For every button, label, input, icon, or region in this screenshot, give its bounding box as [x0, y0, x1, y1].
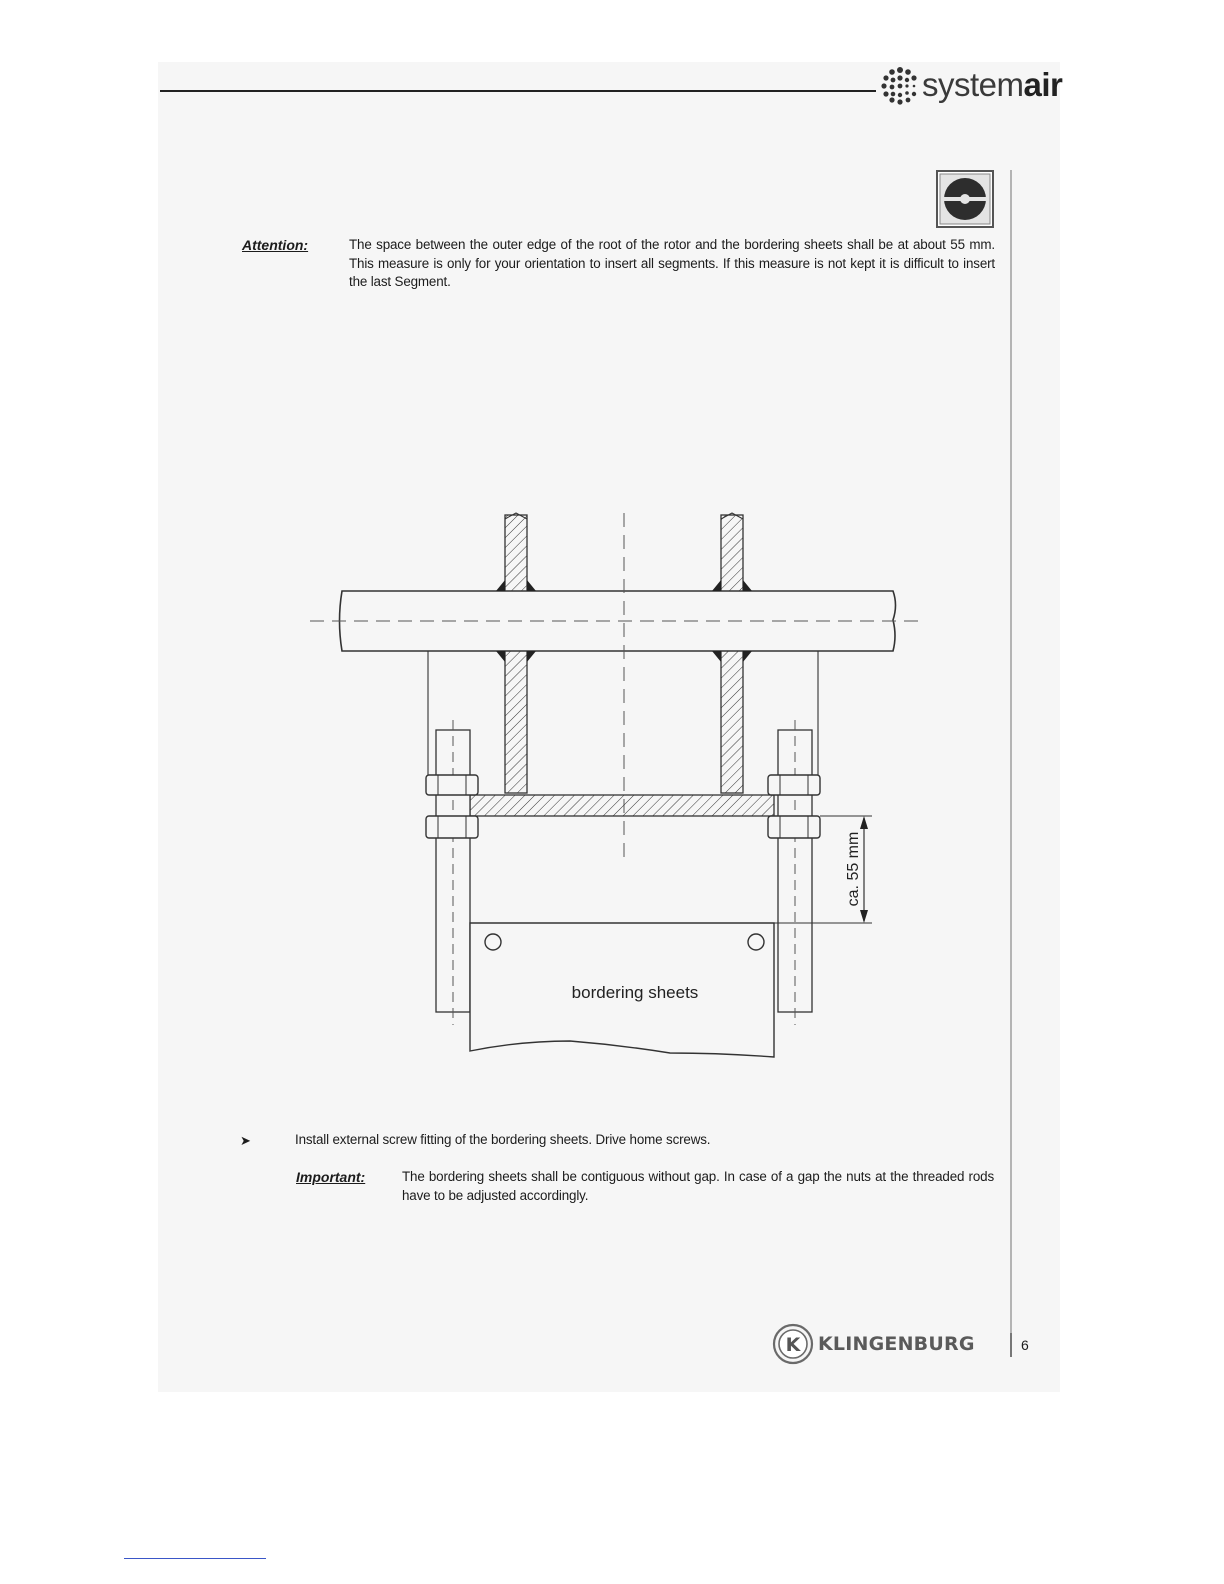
left-plate	[505, 515, 527, 793]
bullet-arrow: ➤	[240, 1133, 251, 1148]
step-text: Install external screw fitting of the bordering sheets. Drive home screws.	[295, 1132, 711, 1147]
bottom-underline	[124, 1558, 266, 1559]
brand-name: systemair	[922, 66, 1063, 103]
margin-rule	[1010, 170, 1012, 1355]
page-number: 6	[1021, 1337, 1029, 1353]
systemair-logo	[880, 64, 1063, 108]
svg-text:K: K	[785, 1334, 801, 1356]
dimension-label: ca. 55 mm	[845, 831, 862, 907]
systemair-dots-icon	[880, 66, 920, 106]
right-plate	[721, 515, 743, 793]
sheet-label: bordering sheets	[571, 983, 699, 1002]
header-rule	[160, 90, 876, 92]
assembly-drawing	[300, 505, 940, 1075]
klingenburg-k-icon	[772, 1323, 814, 1365]
klingenburg-logo	[772, 1322, 998, 1366]
rotor-symbol	[936, 170, 994, 228]
attention-text: The space between the outer edge of the root of the rotor and the bordering sheets shall be at about 55 mm. This measure is only for your orientation to insert all segments. If this measure is not kept it is difficult to insert the last Segment.	[349, 237, 995, 289]
attention-label: Attention:	[242, 237, 309, 253]
important-text: The bordering sheets shall be contiguous without gap. In case of a gap the nuts at the threaded rods have to be adjusted accordingly.	[402, 1169, 994, 1203]
page-number-separator	[1010, 1333, 1012, 1357]
hub-bar	[470, 795, 774, 816]
important-label: Important:	[296, 1169, 366, 1185]
rotor-disc-icon	[936, 170, 994, 228]
klingenburg-wordmark: KLINGENBURG	[818, 1333, 975, 1355]
